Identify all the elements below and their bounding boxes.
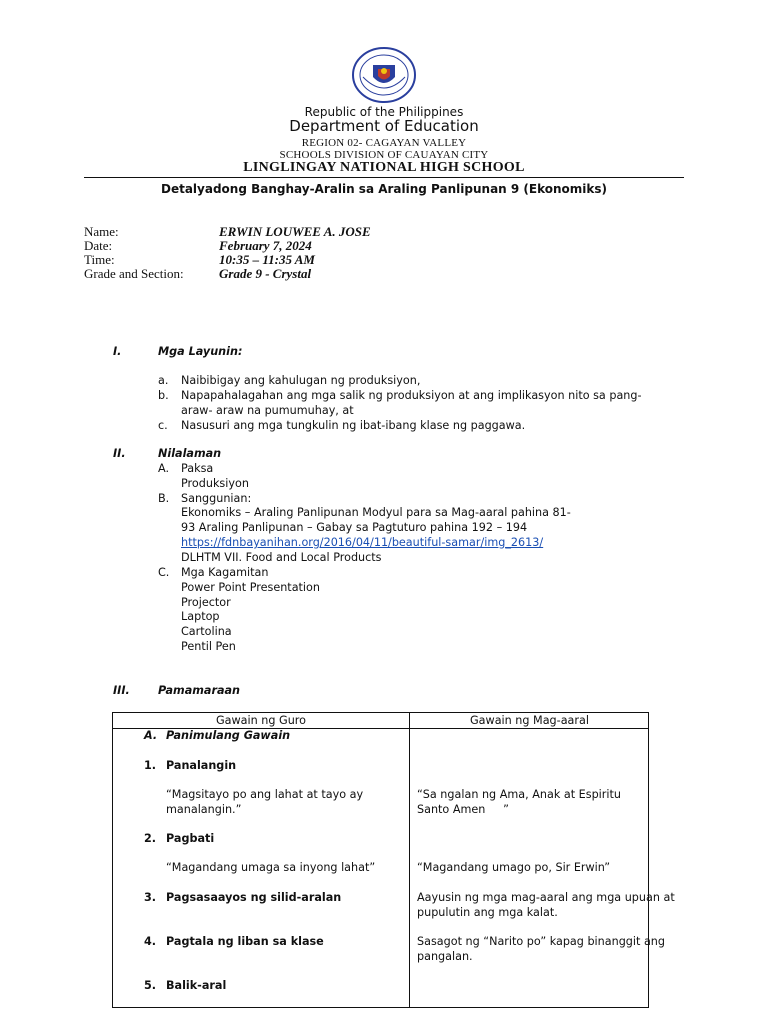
objective-c-marker: c.	[158, 419, 168, 432]
step3-student-line2: pupulutin ang mga kalat.	[417, 906, 558, 919]
step5-number: 5.	[144, 979, 157, 992]
step1-teacher-line1: “Magsitayo po ang lahat at tayo ay	[166, 788, 364, 801]
header-student-activity: Gawain ng Mag-aaral	[470, 714, 589, 727]
reference-line-1: Ekonomiks – Araling Panlipunan Modyul para sa Mag-aaral pahina 81-	[181, 506, 571, 519]
info-row-date	[84, 239, 371, 253]
info-row-time	[84, 253, 371, 267]
objective-b-text-cont: araw- araw na pumumuhay, at	[181, 404, 354, 417]
reference-line-2: 93 Araling Panlipunan – Gabay sa Pagtuturo pahina 192 – 194	[181, 521, 528, 534]
subsection-b-title: Sanggunian:	[181, 492, 252, 505]
name-value: ERWIN LOUWEE A. JOSE	[219, 224, 371, 239]
grade-value: Grade 9 - Crystal	[219, 266, 312, 281]
section2-title: Nilalaman	[158, 447, 222, 460]
objective-b-marker: b.	[158, 389, 169, 402]
name-label: Name:	[84, 224, 119, 239]
step1-student-line1: “Sa ngalan ng Ama, Anak at Espiritu	[417, 788, 621, 801]
step4-student-line1: Sasagot ng “Narito po” kapag binanggit ang	[417, 935, 665, 948]
subsection-a-text: Produksiyon	[181, 477, 249, 490]
step4-number: 4.	[144, 935, 157, 948]
material-item: Power Point Presentation	[181, 581, 320, 594]
reference-line-4: DLHTM VII. Food and Local Products	[181, 551, 382, 564]
header-divider	[84, 177, 684, 178]
material-item: Laptop	[181, 610, 220, 623]
step2-teacher: “Magandang umaga sa inyong lahat”	[166, 861, 376, 874]
date-value: February 7, 2024	[219, 238, 312, 253]
header-teacher-activity: Gawain ng Guro	[216, 714, 306, 727]
grade-label: Grade and Section:	[84, 266, 184, 281]
step5-title: Balik-aral	[166, 979, 227, 992]
step2-title: Pagbati	[166, 832, 215, 845]
subsection-c-marker: C.	[158, 566, 170, 579]
section2-number: II.	[113, 447, 126, 460]
procedure-table	[112, 712, 675, 1008]
step3-title: Pagsasaayos ng silid-aralan	[166, 891, 342, 904]
document-title: Detalyadong Banghay-Aralin sa Araling Panlipunan 9 (Ekonomiks)	[160, 182, 608, 196]
part-a-marker: A.	[144, 729, 158, 742]
region-heading: REGION 02- CAGAYAN VALLEY	[301, 137, 467, 149]
objective-b-text: Napapahalagahan ang mga salik ng produksiyon at ang implikasyon nito sa pang-	[181, 389, 642, 402]
teacher-info	[84, 225, 371, 281]
section3-title: Pamamaraan	[158, 684, 241, 697]
subsection-a-marker: A.	[158, 462, 170, 475]
subsection-b-marker: B.	[158, 492, 170, 505]
republic-heading: Republic of the Philippines	[304, 105, 464, 119]
info-row-name	[84, 225, 371, 239]
step1-student-line2: Santo Amen ”	[417, 803, 509, 816]
section1-title: Mga Layunin:	[158, 345, 243, 358]
section1-number: I.	[113, 345, 122, 358]
step1-teacher-line2: manalangin.”	[166, 803, 242, 816]
section3-number: III.	[113, 684, 130, 697]
step1-title: Panalangin	[166, 759, 237, 772]
step4-title: Pagtala ng liban sa klase	[166, 935, 324, 948]
step3-student-line1: Aayusin ng mga mag-aaral ang mga upuan at	[417, 891, 675, 904]
subsection-a-title: Paksa	[181, 462, 214, 475]
subsection-c-title: Mga Kagamitan	[181, 566, 269, 579]
step1-number: 1.	[144, 759, 157, 772]
time-label: Time:	[84, 252, 115, 267]
deped-seal-icon	[351, 47, 417, 103]
material-item: Pentil Pen	[181, 640, 236, 653]
date-label: Date:	[84, 238, 113, 253]
step4-student-line2: pangalan.	[417, 950, 473, 963]
time-value: 10:35 – 11:35 AM	[219, 252, 315, 267]
objective-a-marker: a.	[158, 374, 169, 387]
material-item: Cartolina	[181, 625, 232, 638]
division-heading: SCHOOLS DIVISION OF CAUAYAN CITY	[279, 149, 489, 161]
school-name: LINGLINGAY NATIONAL HIGH SCHOOL	[243, 160, 525, 175]
material-item: Projector	[181, 596, 231, 609]
objective-a-text: Naibibigay ang kahulugan ng produksiyon,	[181, 374, 421, 387]
objective-c-text: Nasusuri ang mga tungkulin ng ibat-ibang klase ng paggawa.	[181, 419, 526, 432]
table-column-divider	[409, 713, 410, 1007]
step2-student: “Magandang umago po, Sir Erwin”	[417, 861, 611, 874]
step3-number: 3.	[144, 891, 157, 904]
step2-number: 2.	[144, 832, 157, 845]
info-row-grade	[84, 267, 371, 281]
part-a-title: Panimulang Gawain	[166, 729, 291, 742]
reference-link[interactable]: https://fdnbayanihan.org/2016/04/11/beautiful-samar/img_2613/	[181, 536, 544, 549]
department-heading: Department of Education	[289, 117, 479, 135]
